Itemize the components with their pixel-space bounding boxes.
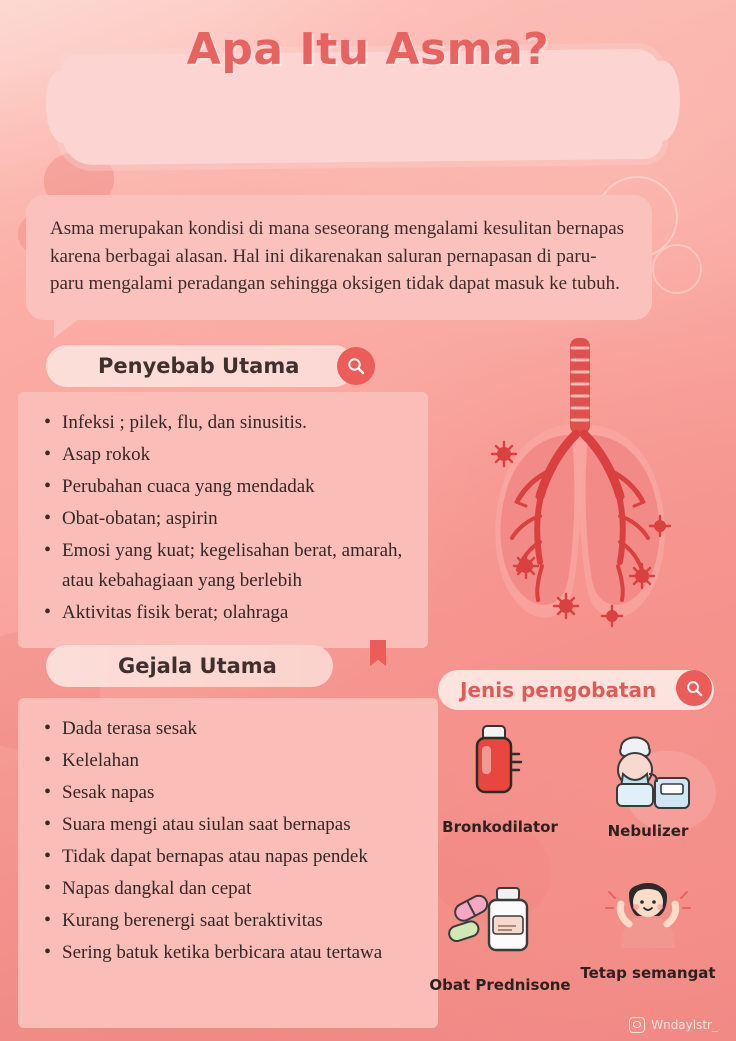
list-item: • Infeksi ; pilek, flu, dan sinusitis. — [44, 408, 406, 438]
list-item: • Asap rokok — [44, 440, 406, 470]
search-icon[interactable] — [337, 347, 375, 385]
search-icon[interactable] — [676, 670, 712, 706]
list-item: • Perubahan cuaca yang mendadak — [44, 472, 406, 502]
penyebab-list-card — [18, 392, 428, 648]
lungs-illustration — [430, 330, 730, 660]
footer-handle: Wndaylstr_ — [651, 1018, 718, 1032]
list-item: • Obat-obatan; aspirin — [44, 504, 406, 534]
treatment-item-tetap-semangat — [570, 868, 726, 982]
treatment-label: Nebulizer — [607, 822, 689, 840]
treatment-label: Tetap semangat — [580, 964, 716, 982]
list-item: • Sesak napas — [44, 778, 416, 808]
list-item: • Dada terasa sesak — [44, 714, 416, 744]
bookmark-icon — [370, 640, 386, 666]
decorative-circle-outline — [652, 244, 702, 294]
instagram-icon — [629, 1017, 645, 1033]
list-item: • Suara mengi atau siulan saat bernapas — [44, 810, 416, 840]
list-item: • Tidak dapat bernapas atau napas pendek — [44, 842, 416, 872]
gejala-list — [44, 714, 416, 968]
treatment-item-obat-prednisone — [420, 872, 580, 994]
section-label-gejala: Gejala Utama — [46, 645, 333, 687]
list-item: • Kurang berenergi saat beraktivitas — [44, 906, 416, 936]
list-item: • Kelelahan — [44, 746, 416, 776]
list-item: • Napas dangkal dan cepat — [44, 874, 416, 904]
treatment-label: Bronkodilator — [442, 818, 558, 836]
section-label-penyebab: Penyebab Utama — [46, 345, 355, 387]
gejala-list-card — [18, 698, 438, 1028]
section-label-pengobatan: Jenis pengobatan — [438, 670, 714, 710]
treatment-item-bronkodilator — [430, 718, 570, 836]
footer-credit — [629, 1017, 718, 1033]
page-title: Apa Itu Asma? — [186, 24, 550, 75]
list-item: • Sering batuk ketika berbicara atau tertawa — [44, 938, 416, 968]
penyebab-list — [44, 408, 406, 628]
intro-paragraph: Asma merupakan kondisi di mana seseorang mengalami kesulitan bernapas karena berbagai alasan. Hal ini dikarenakan saluran pernapasan di paru-paru mengalami peradangan sehingga oksigen tidak dapat masuk ke tubuh. — [26, 195, 652, 320]
list-item: • Emosi yang kuat; kegelisahan berat, amarah, atau kebahagiaan yang berlebih — [44, 536, 406, 596]
treatment-label: Obat Prednisone — [429, 976, 571, 994]
list-item: • Aktivitas fisik berat; olahraga — [44, 598, 406, 628]
treatment-item-nebulizer — [572, 722, 724, 840]
